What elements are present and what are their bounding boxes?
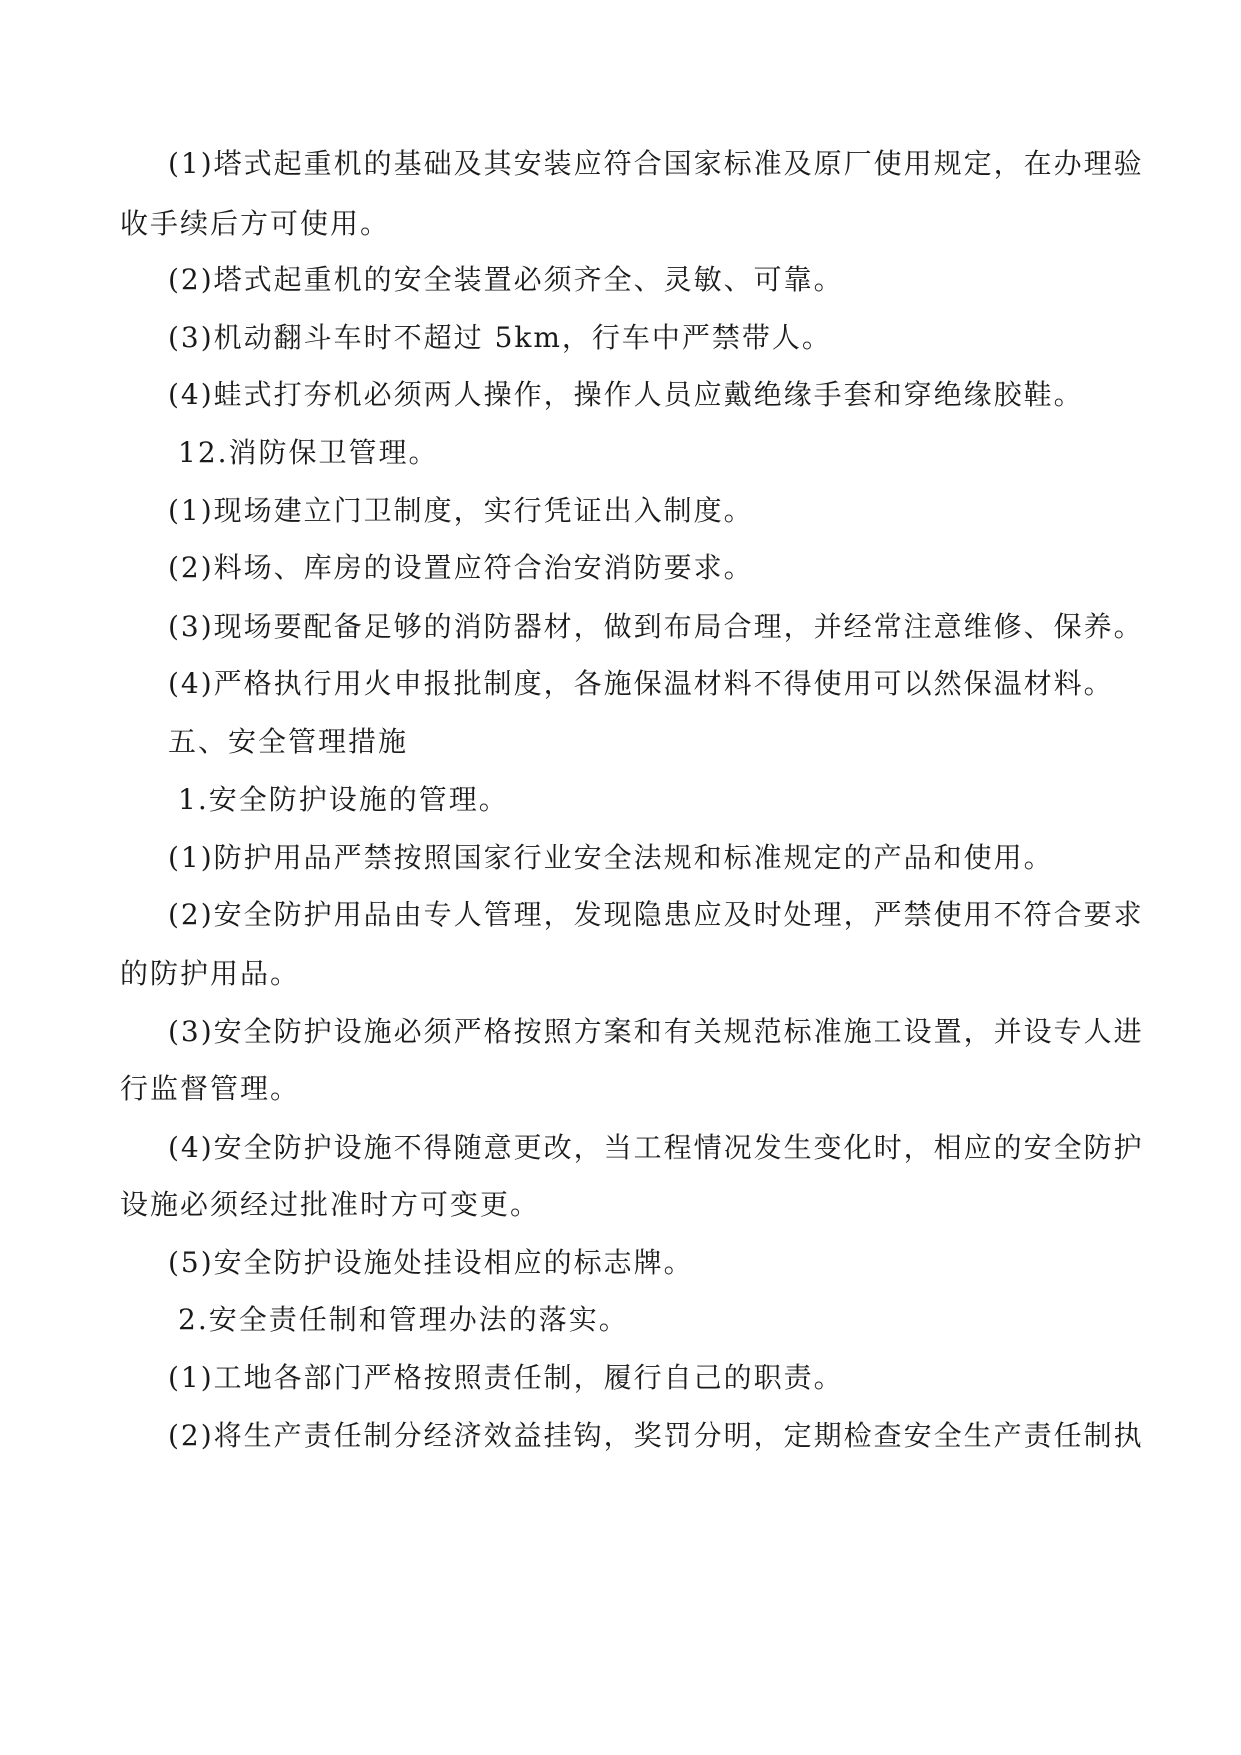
section-heading: 12.消防保卫管理。 <box>178 436 439 469</box>
paragraph-line: (2)塔式起重机的安全装置必须齐全、灵敏、可靠。 <box>168 263 844 296</box>
paragraph-line: (2)将生产责任制分经济效益挂钩，奖罚分明，定期检查安全生产责任制执 <box>168 1419 1144 1452</box>
paragraph-line: (1)现场建立门卫制度，实行凭证出入制度。 <box>168 494 754 527</box>
paragraph-line: (2)料场、库房的设置应符合治安消防要求。 <box>168 551 754 584</box>
paragraph-line: (1)防护用品严禁按照国家行业安全法规和标准规定的产品和使用。 <box>168 841 1054 874</box>
paragraph-line: (3)安全防护设施必须严格按照方案和有关规范标准施工设置，并设专人进 <box>168 1015 1144 1048</box>
subsection-heading: 1.安全防护设施的管理。 <box>178 783 509 816</box>
paragraph-line: 行监督管理。 <box>120 1072 301 1105</box>
paragraph-line: (4)严格执行用火申报批制度，各施保温材料不得使用可以然保温材料。 <box>168 667 1114 700</box>
paragraph-line: 设施必须经过批准时方可变更。 <box>120 1188 541 1221</box>
section-heading: 五、安全管理措施 <box>168 725 409 758</box>
paragraph-line: (3)机动翻斗车时不超过 5km，行车中严禁带人。 <box>168 321 832 354</box>
paragraph-line: 收手续后方可使用。 <box>120 207 391 240</box>
paragraph-line: 的防护用品。 <box>120 957 301 990</box>
paragraph-line: (4)蛙式打夯机必须两人操作，操作人员应戴绝缘手套和穿绝缘胶鞋。 <box>168 378 1084 411</box>
subsection-heading: 2.安全责任制和管理办法的落实。 <box>178 1303 629 1336</box>
paragraph-line: (3)现场要配备足够的消防器材，做到布局合理，并经常注意维修、保养。 <box>168 610 1144 643</box>
paragraph-line: (2)安全防护用品由专人管理，发现隐患应及时处理，严禁使用不符合要求 <box>168 898 1144 931</box>
paragraph-line: (5)安全防护设施处挂设相应的标志牌。 <box>168 1246 694 1279</box>
paragraph-line: (1)塔式起重机的基础及其安装应符合国家标准及原厂使用规定，在办理验 <box>168 147 1144 180</box>
paragraph-line: (4)安全防护设施不得随意更改，当工程情况发生变化时，相应的安全防护 <box>168 1131 1144 1164</box>
paragraph-line: (1)工地各部门严格按照责任制，履行自己的职责。 <box>168 1361 844 1394</box>
